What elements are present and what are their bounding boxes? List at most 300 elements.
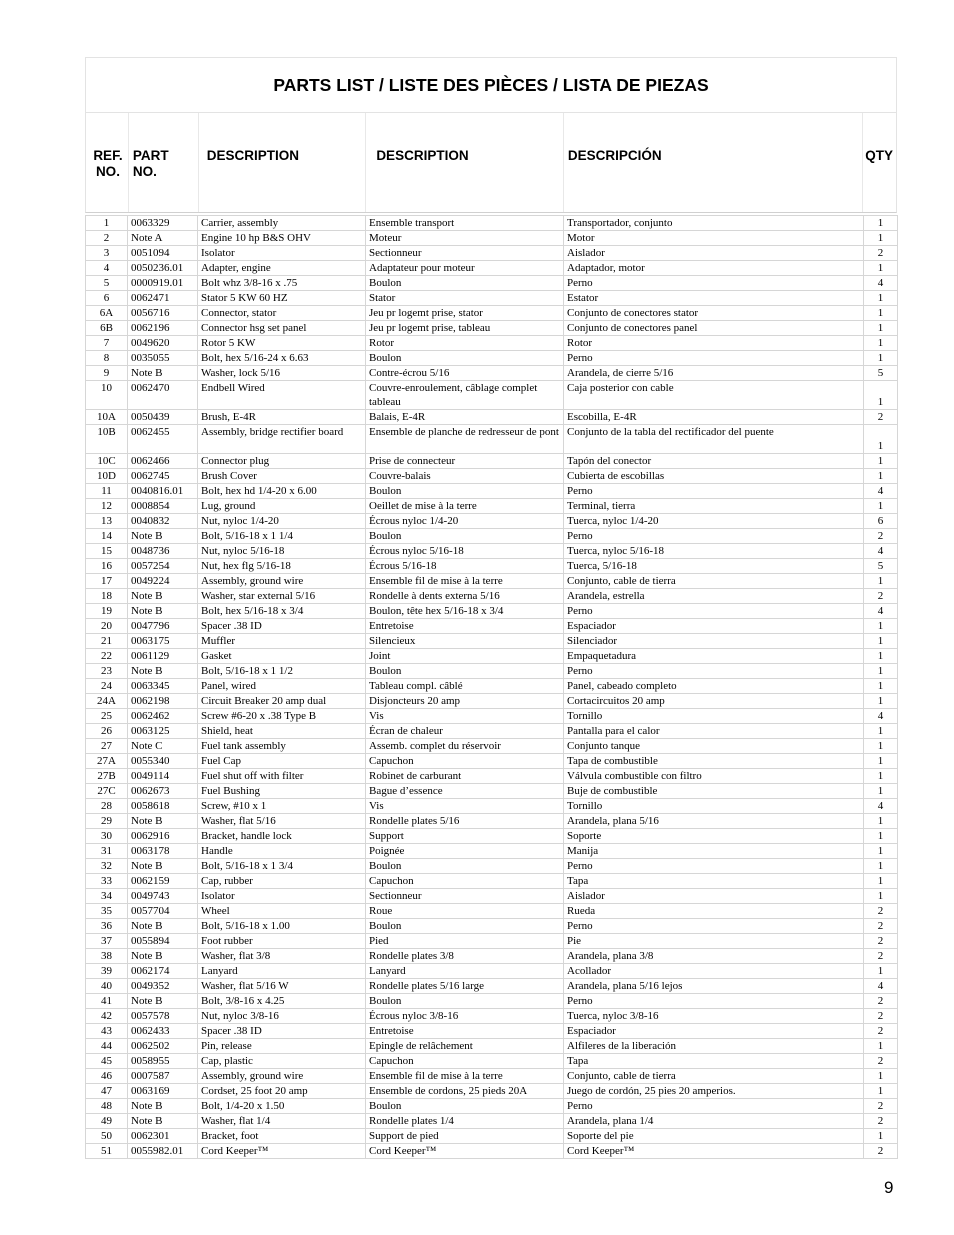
cell-description-fr: Ensemble transport (366, 216, 564, 231)
cell-description-fr: Lanyard (366, 964, 564, 979)
table-row (86, 874, 898, 889)
cell-ref-no: 45 (86, 1054, 128, 1069)
cell-qty: 1 (864, 351, 898, 366)
cell-description-fr: Rondelle plates 1/4 (366, 1114, 564, 1129)
cell-description-es: Tuerca, 5/16-18 (564, 559, 864, 574)
cell-description-en: Washer, flat 5/16 (198, 814, 366, 829)
cell-qty: 1 (864, 664, 898, 679)
cell-part-no: 0063345 (128, 679, 198, 694)
cell-qty: 5 (864, 559, 898, 574)
cell-description-fr: Boulon (366, 529, 564, 544)
cell-description-fr: Vis (366, 709, 564, 724)
cell-ref-no: 10A (86, 410, 128, 425)
cell-description-es: Tornillo (564, 799, 864, 814)
cell-description-es: Tornillo (564, 709, 864, 724)
cell-part-no: 0062301 (128, 1129, 198, 1144)
cell-part-no: Note B (128, 1114, 198, 1129)
cell-description-en: Bolt, hex 5/16-18 x 3/4 (198, 604, 366, 619)
cell-description-es: Empaquetadura (564, 649, 864, 664)
cell-qty: 1 (864, 261, 898, 276)
cell-part-no: Note C (128, 739, 198, 754)
cell-description-fr: Boulon (366, 919, 564, 934)
cell-ref-no: 47 (86, 1084, 128, 1099)
cell-description-es: Rueda (564, 904, 864, 919)
table-row (86, 934, 898, 949)
cell-ref-no: 19 (86, 604, 128, 619)
cell-part-no: Note B (128, 814, 198, 829)
table-row (86, 381, 898, 410)
cell-description-en: Foot rubber (198, 934, 366, 949)
cell-qty: 1 (864, 574, 898, 589)
cell-ref-no: 28 (86, 799, 128, 814)
cell-description-fr: Vis (366, 799, 564, 814)
cell-description-en: Cap, plastic (198, 1054, 366, 1069)
header-ref-line1: REF. (93, 148, 123, 163)
cell-description-fr: Capuchon (366, 754, 564, 769)
cell-description-en: Gasket (198, 649, 366, 664)
table-row (86, 964, 898, 979)
cell-description-fr: Entretoise (366, 619, 564, 634)
table-row (86, 499, 898, 514)
cell-part-no: 0055982.01 (128, 1144, 198, 1159)
cell-ref-no: 10C (86, 454, 128, 469)
cell-description-fr: Écran de chaleur (366, 724, 564, 739)
table-row (86, 574, 898, 589)
cell-description-en: Brush, E-4R (198, 410, 366, 425)
cell-part-no: Note B (128, 994, 198, 1009)
cell-description-fr: Disjoncteurs 20 amp (366, 694, 564, 709)
cell-description-es: Cortacircuitos 20 amp (564, 694, 864, 709)
table-row (86, 469, 898, 484)
cell-description-es: Tuerca, nyloc 3/8-16 (564, 1009, 864, 1024)
cell-description-es: Pie (564, 934, 864, 949)
cell-description-en: Bolt, 5/16-18 x 1 3/4 (198, 859, 366, 874)
cell-description-en: Bracket, handle lock (198, 829, 366, 844)
cell-part-no: 0062455 (128, 425, 198, 454)
cell-description-en: Washer, flat 3/8 (198, 949, 366, 964)
cell-description-fr: Epingle de relâchement (366, 1039, 564, 1054)
cell-part-no: Note B (128, 859, 198, 874)
cell-ref-no: 42 (86, 1009, 128, 1024)
cell-description-fr: Adaptateur pour moteur (366, 261, 564, 276)
cell-description-en: Nut, nyloc 5/16-18 (198, 544, 366, 559)
cell-ref-no: 10D (86, 469, 128, 484)
cell-description-fr: Boulon (366, 1099, 564, 1114)
cell-description-es: Tapa de combustible (564, 754, 864, 769)
cell-description-fr: Rondelle plates 5/16 (366, 814, 564, 829)
cell-part-no: Note B (128, 604, 198, 619)
cell-description-es: Conjunto de la tabla del rectificador del puente (564, 425, 864, 454)
table-row (86, 425, 898, 454)
cell-description-fr: Boulon (366, 994, 564, 1009)
cell-description-en: Screw, #10 x 1 (198, 799, 366, 814)
cell-description-fr: Tableau compl. câblé (366, 679, 564, 694)
cell-description-en: Washer, lock 5/16 (198, 366, 366, 381)
cell-description-fr: Stator (366, 291, 564, 306)
cell-description-en: Isolator (198, 889, 366, 904)
cell-description-es: Alfileres de la liberación (564, 1039, 864, 1054)
cell-ref-no: 12 (86, 499, 128, 514)
cell-qty: 2 (864, 1099, 898, 1114)
header-part-no (128, 113, 198, 212)
cell-description-es: Perno (564, 484, 864, 499)
table-row (86, 859, 898, 874)
table-row (86, 351, 898, 366)
cell-description-fr: Pied (366, 934, 564, 949)
cell-ref-no: 48 (86, 1099, 128, 1114)
cell-part-no: 0062466 (128, 454, 198, 469)
cell-description-fr: Oeillet de mise à la terre (366, 499, 564, 514)
cell-part-no: 0000919.01 (128, 276, 198, 291)
cell-description-en: Brush Cover (198, 469, 366, 484)
table-row (86, 754, 898, 769)
cell-ref-no: 27B (86, 769, 128, 784)
cell-ref-no: 41 (86, 994, 128, 1009)
cell-description-es: Transportador, conjunto (564, 216, 864, 231)
table-row (86, 709, 898, 724)
cell-description-en: Wheel (198, 904, 366, 919)
cell-description-es: Perno (564, 664, 864, 679)
cell-description-en: Assembly, bridge rectifier board (198, 425, 366, 454)
cell-qty: 2 (864, 1009, 898, 1024)
table-row (86, 321, 898, 336)
cell-ref-no: 49 (86, 1114, 128, 1129)
cell-description-es: Tuerca, nyloc 5/16-18 (564, 544, 864, 559)
table-row (86, 1024, 898, 1039)
cell-qty: 4 (864, 604, 898, 619)
cell-description-fr: Assemb. complet du réservoir (366, 739, 564, 754)
cell-part-no: 0062470 (128, 381, 198, 410)
table-row (86, 784, 898, 799)
cell-description-fr: Joint (366, 649, 564, 664)
cell-qty: 1 (864, 381, 898, 410)
table-row (86, 844, 898, 859)
cell-description-es: Escobilla, E-4R (564, 410, 864, 425)
cell-part-no: Note B (128, 366, 198, 381)
cell-qty: 1 (864, 634, 898, 649)
table-row (86, 1054, 898, 1069)
table-row (86, 994, 898, 1009)
cell-description-es: Espaciador (564, 619, 864, 634)
table-row (86, 291, 898, 306)
cell-qty: 1 (864, 321, 898, 336)
cell-description-fr: Cord Keeper™ (366, 1144, 564, 1159)
cell-ref-no: 7 (86, 336, 128, 351)
cell-qty: 4 (864, 979, 898, 994)
table-header (85, 113, 897, 213)
cell-ref-no: 27A (86, 754, 128, 769)
cell-ref-no: 5 (86, 276, 128, 291)
cell-description-es: Arandela, plana 3/8 (564, 949, 864, 964)
cell-description-es: Motor (564, 231, 864, 246)
cell-description-fr: Boulon (366, 484, 564, 499)
cell-description-en: Bolt whz 3/8-16 x .75 (198, 276, 366, 291)
cell-qty: 1 (864, 739, 898, 754)
cell-description-fr: Sectionneur (366, 889, 564, 904)
cell-qty: 2 (864, 529, 898, 544)
cell-qty: 1 (864, 874, 898, 889)
cell-description-fr: Entretoise (366, 1024, 564, 1039)
cell-part-no: 0007587 (128, 1069, 198, 1084)
cell-description-en: Pin, release (198, 1039, 366, 1054)
table-row (86, 904, 898, 919)
page-title: PARTS LIST / LISTE DES PIÈCES / LISTA DE PIEZAS (85, 57, 897, 113)
cell-part-no: 0056716 (128, 306, 198, 321)
cell-description-fr: Rondelle à dents externa 5/16 (366, 589, 564, 604)
header-part-line1: PART (132, 148, 169, 163)
cell-description-fr: Prise de connecteur (366, 454, 564, 469)
cell-part-no: 0062471 (128, 291, 198, 306)
cell-description-en: Connector, stator (198, 306, 366, 321)
cell-ref-no: 6 (86, 291, 128, 306)
cell-part-no: 0058955 (128, 1054, 198, 1069)
cell-description-en: Lug, ground (198, 499, 366, 514)
table-row (86, 454, 898, 469)
cell-ref-no: 6B (86, 321, 128, 336)
table-row (86, 829, 898, 844)
cell-description-es: Cubierta de escobillas (564, 469, 864, 484)
cell-description-es: Perno (564, 919, 864, 934)
cell-ref-no: 40 (86, 979, 128, 994)
cell-description-fr: Jeu pr logemt prise, tableau (366, 321, 564, 336)
cell-description-es: Juego de cordón, 25 pies 20 amperios. (564, 1084, 864, 1099)
cell-description-es: Conjunto, cable de tierra (564, 574, 864, 589)
cell-description-es: Conjunto de conectores stator (564, 306, 864, 321)
cell-description-en: Spacer .38 ID (198, 1024, 366, 1039)
cell-description-es: Perno (564, 994, 864, 1009)
cell-ref-no: 27C (86, 784, 128, 799)
cell-ref-no: 10 (86, 381, 128, 410)
cell-ref-no: 6A (86, 306, 128, 321)
cell-qty: 1 (864, 859, 898, 874)
cell-qty: 2 (864, 410, 898, 425)
cell-part-no: 0050236.01 (128, 261, 198, 276)
cell-ref-no: 18 (86, 589, 128, 604)
cell-description-es: Arandela, de cierre 5/16 (564, 366, 864, 381)
cell-part-no: 0062673 (128, 784, 198, 799)
cell-part-no: Note B (128, 919, 198, 934)
cell-description-es: Conjunto tanque (564, 739, 864, 754)
table-row (86, 1144, 898, 1159)
cell-qty: 1 (864, 964, 898, 979)
cell-ref-no: 13 (86, 514, 128, 529)
cell-description-es: Caja posterior con cable (564, 381, 864, 410)
table-row (86, 1099, 898, 1114)
cell-description-en: Bolt, 5/16-18 x 1 1/4 (198, 529, 366, 544)
cell-part-no: 0062196 (128, 321, 198, 336)
cell-description-es: Tapón del conector (564, 454, 864, 469)
cell-qty: 1 (864, 829, 898, 844)
cell-qty: 2 (864, 949, 898, 964)
cell-part-no: 0062916 (128, 829, 198, 844)
cell-qty: 6 (864, 514, 898, 529)
cell-description-fr: Couvre-balais (366, 469, 564, 484)
cell-ref-no: 39 (86, 964, 128, 979)
cell-qty: 1 (864, 814, 898, 829)
cell-ref-no: 37 (86, 934, 128, 949)
cell-part-no: 0055340 (128, 754, 198, 769)
cell-part-no: 0062462 (128, 709, 198, 724)
cell-ref-no: 33 (86, 874, 128, 889)
cell-part-no: 0051094 (128, 246, 198, 261)
cell-description-es: Tuerca, nyloc 1/4-20 (564, 514, 864, 529)
cell-qty: 2 (864, 904, 898, 919)
cell-description-en: Bolt, hex 5/16-24 x 6.63 (198, 351, 366, 366)
cell-description-es: Soporte del pie (564, 1129, 864, 1144)
cell-ref-no: 27 (86, 739, 128, 754)
cell-description-es: Tapa (564, 1054, 864, 1069)
cell-qty: 1 (864, 784, 898, 799)
cell-ref-no: 38 (86, 949, 128, 964)
cell-description-fr: Support (366, 829, 564, 844)
cell-part-no: 0062502 (128, 1039, 198, 1054)
cell-qty: 4 (864, 544, 898, 559)
cell-part-no: 0040816.01 (128, 484, 198, 499)
cell-ref-no: 50 (86, 1129, 128, 1144)
table-row (86, 514, 898, 529)
cell-description-en: Fuel Bushing (198, 784, 366, 799)
cell-description-en: Cord Keeper™ (198, 1144, 366, 1159)
cell-part-no: 0050439 (128, 410, 198, 425)
cell-part-no: 0058618 (128, 799, 198, 814)
cell-part-no: 0049743 (128, 889, 198, 904)
cell-ref-no: 14 (86, 529, 128, 544)
cell-description-fr: Rondelle plates 3/8 (366, 949, 564, 964)
cell-description-fr: Contre-écrou 5/16 (366, 366, 564, 381)
cell-part-no: Note B (128, 1099, 198, 1114)
cell-description-es: Arandela, estrella (564, 589, 864, 604)
cell-description-es: Perno (564, 276, 864, 291)
cell-ref-no: 43 (86, 1024, 128, 1039)
cell-ref-no: 3 (86, 246, 128, 261)
cell-description-es: Manija (564, 844, 864, 859)
cell-ref-no: 9 (86, 366, 128, 381)
cell-description-es: Buje de combustible (564, 784, 864, 799)
table-row (86, 919, 898, 934)
cell-description-en: Lanyard (198, 964, 366, 979)
table-row (86, 679, 898, 694)
cell-description-en: Endbell Wired (198, 381, 366, 410)
cell-part-no: 0063175 (128, 634, 198, 649)
page-number: 9 (884, 1178, 894, 1197)
cell-description-fr: Capuchon (366, 1054, 564, 1069)
cell-description-fr: Ensemble de planche de redresseur de pont (366, 425, 564, 454)
table-row (86, 739, 898, 754)
cell-description-fr: Jeu pr logemt prise, stator (366, 306, 564, 321)
table-row (86, 664, 898, 679)
cell-part-no: 0062433 (128, 1024, 198, 1039)
cell-qty: 1 (864, 694, 898, 709)
cell-description-en: Panel, wired (198, 679, 366, 694)
cell-qty: 1 (864, 454, 898, 469)
cell-part-no: 0049224 (128, 574, 198, 589)
cell-ref-no: 16 (86, 559, 128, 574)
cell-description-es: Arandela, plana 1/4 (564, 1114, 864, 1129)
cell-description-en: Cap, rubber (198, 874, 366, 889)
parts-list-section (85, 57, 897, 1159)
cell-qty: 1 (864, 216, 898, 231)
cell-description-es: Tapa (564, 874, 864, 889)
cell-qty: 5 (864, 366, 898, 381)
cell-description-en: Spacer .38 ID (198, 619, 366, 634)
cell-description-en: Handle (198, 844, 366, 859)
cell-description-fr: Support de pied (366, 1129, 564, 1144)
cell-qty: 2 (864, 589, 898, 604)
cell-ref-no: 26 (86, 724, 128, 739)
cell-description-fr: Silencieux (366, 634, 564, 649)
cell-ref-no: 24 (86, 679, 128, 694)
cell-description-en: Stator 5 KW 60 HZ (198, 291, 366, 306)
cell-qty: 2 (864, 246, 898, 261)
cell-description-es: Perno (564, 604, 864, 619)
cell-description-es: Aislador (564, 246, 864, 261)
cell-qty: 2 (864, 1114, 898, 1129)
cell-ref-no: 1 (86, 216, 128, 231)
cell-qty: 1 (864, 291, 898, 306)
cell-qty: 1 (864, 1129, 898, 1144)
cell-description-es: Silenciador (564, 634, 864, 649)
table-row (86, 814, 898, 829)
cell-description-fr: Ensemble fil de mise à la terre (366, 1069, 564, 1084)
cell-ref-no: 23 (86, 664, 128, 679)
header-ref-no (86, 113, 128, 212)
cell-description-fr: Robinet de carburant (366, 769, 564, 784)
table-row (86, 1009, 898, 1024)
header-description-es: DESCRIPCIÓN (563, 113, 862, 212)
cell-ref-no: 46 (86, 1069, 128, 1084)
cell-description-fr: Poignée (366, 844, 564, 859)
parts-table (85, 215, 898, 1159)
cell-description-fr: Couvre-enroulement, câblage complet tableau (366, 381, 564, 410)
cell-description-es: Adaptador, motor (564, 261, 864, 276)
cell-description-en: Bracket, foot (198, 1129, 366, 1144)
cell-qty: 2 (864, 1024, 898, 1039)
cell-part-no: 0048736 (128, 544, 198, 559)
table-row (86, 1114, 898, 1129)
cell-part-no: 0062159 (128, 874, 198, 889)
cell-description-es: Acollador (564, 964, 864, 979)
table-row (86, 1084, 898, 1099)
table-row (86, 306, 898, 321)
cell-description-en: Adapter, engine (198, 261, 366, 276)
table-row (86, 1069, 898, 1084)
table-row (86, 261, 898, 276)
cell-ref-no: 31 (86, 844, 128, 859)
cell-description-fr: Balais, E-4R (366, 410, 564, 425)
cell-description-en: Bolt, 5/16-18 x 1 1/2 (198, 664, 366, 679)
cell-description-es: Perno (564, 529, 864, 544)
cell-qty: 2 (864, 919, 898, 934)
cell-description-en: Washer, star external 5/16 (198, 589, 366, 604)
cell-qty: 1 (864, 649, 898, 664)
cell-ref-no: 15 (86, 544, 128, 559)
table-row (86, 649, 898, 664)
cell-description-es: Terminal, tierra (564, 499, 864, 514)
cell-part-no: 0057254 (128, 559, 198, 574)
cell-description-en: Fuel tank assembly (198, 739, 366, 754)
cell-description-en: Fuel shut off with filter (198, 769, 366, 784)
cell-ref-no: 36 (86, 919, 128, 934)
cell-qty: 1 (864, 1069, 898, 1084)
table-row (86, 276, 898, 291)
table-row (86, 724, 898, 739)
cell-ref-no: 24A (86, 694, 128, 709)
cell-description-en: Muffler (198, 634, 366, 649)
table-row (86, 694, 898, 709)
cell-qty: 1 (864, 889, 898, 904)
table-row (86, 336, 898, 351)
cell-ref-no: 2 (86, 231, 128, 246)
